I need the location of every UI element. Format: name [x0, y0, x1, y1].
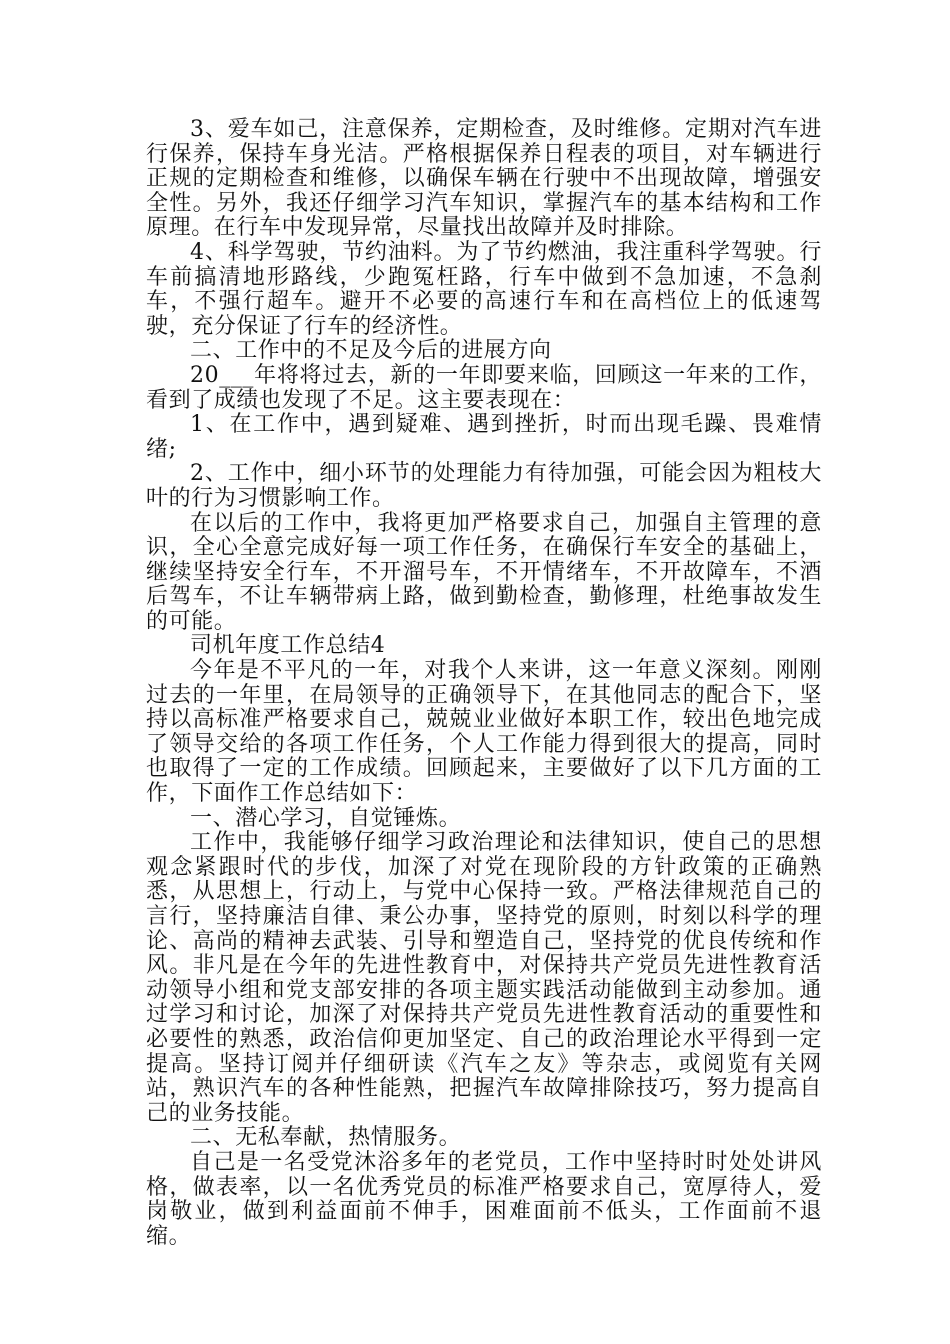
section-heading-study: 一、潜心学习，自觉锤炼。 [190, 805, 462, 831]
paragraph-service: 自己是一名受党沐浴多年的老党员，工作中坚持时时处处讲风格，做表率，以一名优秀党员的标准严格要求自己，宽厚待人，爱岗敬业，做到利益面前不伸手，困难面前不低头，工作面前不退缩。 [146, 1149, 822, 1249]
paragraph-scientific-driving: 4、科学驾驶，节约油料。为了节约燃油，我注重科学驾驶。行车前搞清地形路线，少跑冤枉路，行车中做到不急加速，不急刹车，不强行超车。避开不必要的高速行车和在高档位上的低速驾驶，充分保证了行车的经济性。 [146, 239, 822, 339]
section-heading-service: 二、无私奉献，热情服务。 [190, 1125, 462, 1151]
section-heading-shortcomings: 二、工作中的不足及今后的进展方向 [190, 338, 552, 364]
paragraph-future-plan: 在以后的工作中，我将更加严格要求自己，加强自主管理的意识，全心全意完成好每一项工作任务，在确保行车安全的基础上，继续坚持安全行车，不开溜号车，不开情绪车，不开故障车，不酒后驾车，不让车辆带病上路，做到勤检查，勤修理，杜绝事故发生的可能。 [146, 510, 822, 634]
paragraph-shortcoming-2: 2、工作中，细小环节的处理能力有待加强，可能会因为粗枝大叶的行为习惯影响工作。 [146, 461, 822, 511]
paragraph-year-review: 20___年将将过去，新的一年即要来临，回顾这一年来的工作，看到了成绩也发现了不足。这主要表现在： [146, 362, 822, 413]
paragraph-care-vehicle: 3、爱车如己，注意保养，定期检查，及时维修。定期对汽车进行保养，保持车身光洁。严格根据保养日程表的项目，对车辆进行正规的定期检查和维修，以确保车辆在行驶中不出现故障，增强安全性。另外，我还仔细学习汽车知识，掌握汽车的基本结构和工作原理。在行车中发现异常，尽量找出故障并及时排除。 [146, 117, 822, 241]
article-title-summary-4: 司机年度工作总结4 [190, 633, 386, 659]
paragraph-shortcoming-1: 1、在工作中，遇到疑难、遇到挫折，时而出现毛躁、畏难情绪; [146, 412, 822, 462]
paragraph-intro: 今年是不平凡的一年，对我个人来讲，这一年意义深刻。刚刚过去的一年里，在局领导的正确领导下，在其他同志的配合下，坚持以高标准严格要求自己，兢兢业业做好本职工作，较出色地完成了领导交给的各项工作任务，个人工作能力得到很大的提高，同时也取得了一定的工作成绩。回顾起来，主要做好了以下几方面的工作，下面作工作总结如下： [146, 658, 822, 807]
document-body [146, 118, 822, 1249]
paragraph-study: 工作中，我能够仔细学习政治理论和法律知识，使自己的思想观念紧跟时代的步伐，加深了对党在现阶段的方针政策的正确熟悉，从思想上，行动上，与党中心保持一致。严格法律规范自己的言行，坚持廉洁自律、秉公办事，坚持党的原则，时刻以科学的理论、高尚的精神去武装、引导和塑造自己，坚持党的优良传统和作风。非凡是在今年的先进性教育中，对保持共产党员先进性教育活动领导小组和党支部安排的各项主题实践活动能做到主动参加。通过学习和讨论，加深了对保持共产党员先进性教育活动的重要性和必要性的熟悉，政治信仰更加坚定、自己的政治理论水平得到一定提高。坚持订阅并仔细研读《汽车之友》等杂志，或阅览有关网站，熟识汽车的各种性能熟，把握汽车故障排除技巧，努力提高自己的业务技能。 [146, 830, 822, 1126]
